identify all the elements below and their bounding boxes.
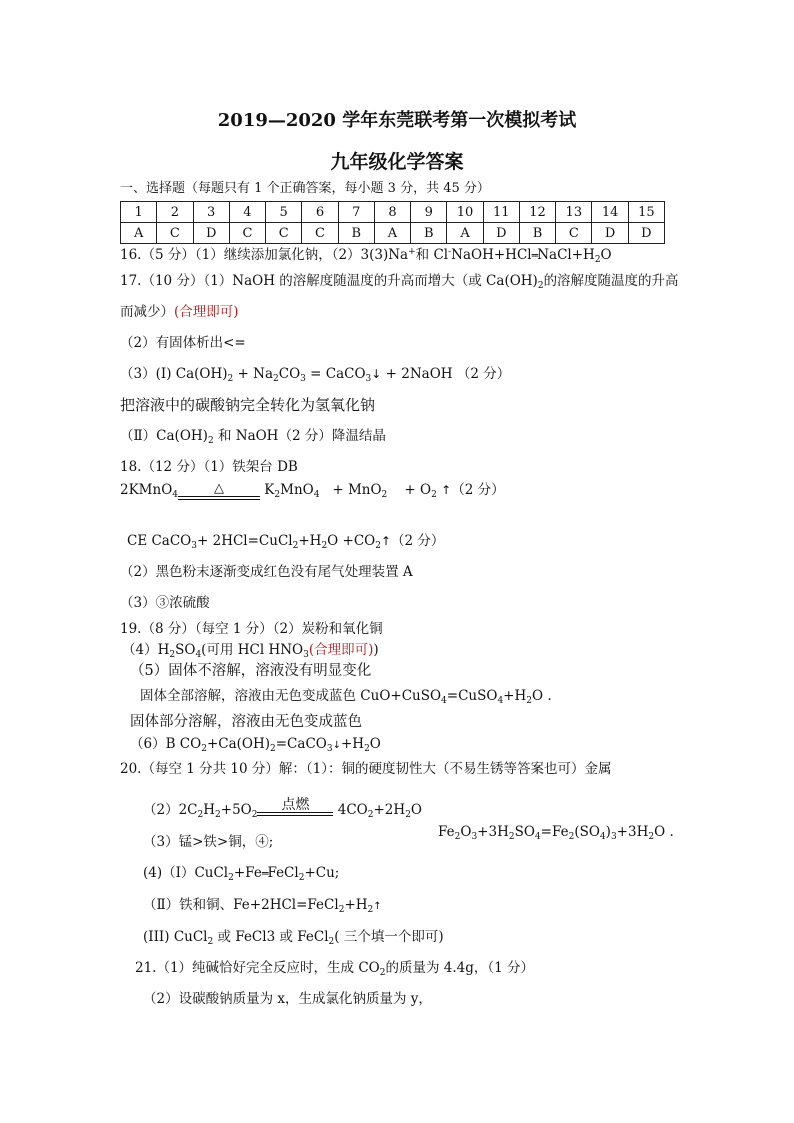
answer-cell: C (302, 223, 338, 244)
document-title: 2019—2020 学年东莞联考第一次模拟考试 (217, 110, 577, 131)
answer-17-line5: 把溶液中的碳酸钠完全转化为氢氧化钠 (120, 396, 376, 414)
answer-19-line4: 固体全部溶解，溶液由无色变成蓝色 $CuO+CuSO_4=CuSO_4+H_2O$ . (140, 688, 552, 706)
answer-17-line1: 17.（10 分）（1）NaOH 的溶解度随温度的升高而增大（或 $Ca(OH)_2$的溶解度随温度的升高 (120, 273, 679, 291)
answer-cell: A (374, 223, 410, 244)
answer-cell: D (483, 223, 519, 244)
answer-18-line3: CE CaCO$_3$+ $2HCl=CuCl_2+H_2O$ $+CO_2↑(2$ 分） (127, 533, 445, 551)
answer-cell: C (556, 223, 592, 244)
answer-cell: C (157, 223, 193, 244)
answer-17-line6: $(Ⅱ)Ca(OH)_2$ 和 NaOH（2 分）降温结晶 (120, 428, 386, 446)
answer-17-line3: （2）有固体析出<= (120, 335, 246, 351)
answer-18-line5: （3）③浓硫酸 (120, 595, 210, 611)
question-number-cell: 7 (338, 202, 374, 223)
answer-19-line1: 19.（8 分）（每空 1 分）（2）炭粉和氧化铜 (120, 621, 383, 637)
answer-21-line2: （2）设碳酸钠质量为 x，生成氯化钠质量为 y， (143, 991, 432, 1007)
answer-20-line2: $(2)2C_2H_2+5O_2$ 点燃 $4CO_2+2H_2O$ (143, 797, 422, 820)
answer-20-line5: （Ⅱ）铁和铜、$Fe+2HCl=FeCl_2+H_2↑$ (143, 897, 382, 915)
answer-17-line4: （3）(Ⅰ) $Ca(OH)_2 + Na_2CO_3$ = CaCO$_3$↓ + 2NaOH （2 分） (120, 366, 511, 384)
question-number-cell: 3 (193, 202, 229, 223)
answer-20-line6: (III) CuCl$_2$ 或 FeCl3 或 FeCl$_2$( 三个填一个即可) (143, 929, 444, 947)
answer-21-line1: 21.（1）纯碱恰好完全反应时，生成 $CO_2$的质量为 4.4g，（1 分） (135, 960, 535, 978)
question-number-cell: 8 (374, 202, 410, 223)
gas-arrow-icon: ↑ (380, 534, 392, 548)
answer-19-line5: 固体部分溶解，溶液由无色变成蓝色 (130, 714, 362, 730)
question-number-cell: 15 (628, 202, 664, 223)
equals-sign-icon: ═ (261, 867, 268, 880)
answer-20-line4: (4)（Ⅰ）CuCl$_2$+Fe═FeCl$_2$+Cu; (143, 865, 340, 883)
answer-table (120, 201, 665, 244)
answer-cell: B (411, 223, 447, 244)
gas-arrow-icon: ↑ (441, 483, 452, 497)
answer-cell: A (121, 223, 157, 244)
reaction-condition-ignite: 点燃 (257, 798, 333, 816)
table-row-numbers (121, 202, 665, 223)
question-number-cell: 6 (302, 202, 338, 223)
answer-19-line3: （5）固体不溶解，溶液没有明显变化 (130, 663, 372, 679)
answer-16: 16.（5 分）（1）继续添加氯化钠，（2）3(3)Na+和 $Cl^-NaOH+HCl═NaCl+H_2O$ (120, 247, 612, 265)
gas-arrow-icon: ↑ (373, 901, 382, 912)
answer-19-line2: $(4)H_2SO_4$(可用 HCl $HNO_3$(合理即可)) (122, 642, 379, 660)
answer-cell: C (266, 223, 302, 244)
section-heading-choice: 一、选择题（每题只有 1 个正确答案，每小题 3 分，共 45 分） (120, 181, 490, 196)
document-subtitle: 九年级化学答案 (330, 151, 464, 173)
answer-18-line4: （2）黑色粉末逐渐变成红色没有尾气处理装置 A (120, 564, 413, 580)
question-number-cell: 12 (519, 202, 555, 223)
answer-cell: B (338, 223, 374, 244)
answer-cell: B (519, 223, 555, 244)
answer-cell: D (193, 223, 229, 244)
equals-sign-icon: ═ (531, 249, 538, 262)
answer-cell: A (447, 223, 483, 244)
question-number-cell: 5 (266, 202, 302, 223)
answer-20-line2-right: $Fe_2O_3+3H_2SO_4=Fe_2(SO_4)_3+3H_2O$ . (438, 824, 674, 842)
question-number-cell: 1 (121, 202, 157, 223)
question-number-cell: 11 (483, 202, 519, 223)
heat-triangle-icon: △ (214, 481, 224, 496)
answer-18-line1: 18.（12 分）（1）铁架台 DB (120, 459, 298, 475)
answer-19-line6: （6）B $CO_2+Ca(OH)_2=CaCO_3↓+H_2O$ (130, 736, 381, 754)
answer-20-line1: 20.（每空 1 分共 10 分）解：（1）：铜的硬度韧性大（不易生锈等答案也可）金属 (120, 761, 612, 777)
question-number-cell: 9 (411, 202, 447, 223)
precipitate-arrow-icon: ↓ (371, 367, 382, 381)
question-number-cell: 14 (592, 202, 628, 223)
table-row-answers (121, 223, 665, 244)
answer-18-line2: 2KMnO$_4$ △ $K_2MnO_4 + MnO_2$ + $O_2$ ↑（2 分） (120, 481, 505, 500)
answer-17-line2: 而减少）(合理即可) (120, 304, 239, 320)
question-number-cell: 10 (447, 202, 483, 223)
answer-20-line3: （3）锰>铁>铜，④; (143, 834, 274, 850)
answer-cell: D (628, 223, 664, 244)
answer-cell: C (229, 223, 265, 244)
question-number-cell: 2 (157, 202, 193, 223)
precipitate-arrow-icon: ↓ (332, 740, 341, 751)
question-number-cell: 13 (556, 202, 592, 223)
question-number-cell: 4 (229, 202, 265, 223)
reaction-condition-heat (178, 482, 260, 500)
answer-cell: D (592, 223, 628, 244)
